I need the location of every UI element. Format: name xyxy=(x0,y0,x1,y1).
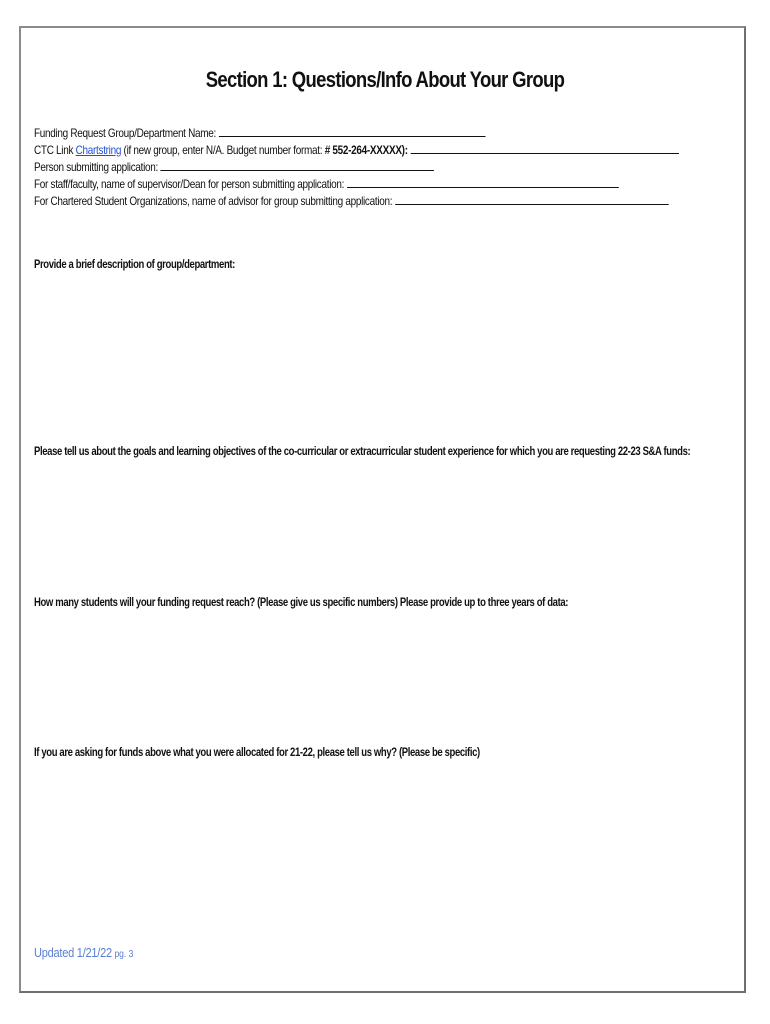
chartstring-link[interactable]: Chartstring xyxy=(75,144,122,157)
advisor-label: For Chartered Student Organizations, name of advisor for group submitting application: xyxy=(34,195,393,208)
budget-number-format: # 552-264-XXXXX xyxy=(324,144,402,157)
advisor-field xyxy=(34,193,653,210)
department-name-blank[interactable] xyxy=(219,125,486,137)
supervisor-field xyxy=(34,176,653,193)
updated-date: Updated 1/21/22 xyxy=(34,945,112,960)
section-title: Section 1: Questions/Info About Your Group xyxy=(205,67,565,92)
ctc-link-field xyxy=(34,142,653,159)
ctc-link-prefix: CTC Link xyxy=(34,144,74,157)
supervisor-blank[interactable] xyxy=(347,176,619,188)
footer xyxy=(34,944,133,962)
person-submitting-blank[interactable] xyxy=(161,159,434,171)
person-submitting-field xyxy=(34,159,653,176)
person-submitting-label: Person submitting application: xyxy=(34,161,158,174)
ctc-link-instruction: (if new group, enter N/A. Budget number format: xyxy=(123,144,323,157)
advisor-blank[interactable] xyxy=(395,193,668,205)
description-question: Provide a brief description of group/department: xyxy=(34,258,235,271)
group-info-fields xyxy=(34,125,754,210)
supervisor-label: For staff/faculty, name of supervisor/Dean for person submitting application: xyxy=(34,178,345,191)
department-name-field xyxy=(34,125,653,142)
students-reached-question: How many students will your funding request reach? (Please give us specific numbers) Please provide up to three years of data: xyxy=(34,596,569,609)
goals-question: Please tell us about the goals and learning objectives of the co-curricular or extracurricular student experience for which you are requesting 22-23 S&A funds: xyxy=(34,445,691,458)
funds-above-question: If you are asking for funds above what you were allocated for 21-22, please tell us why? (Please be specific) xyxy=(34,746,480,759)
ctc-link-blank[interactable] xyxy=(410,142,678,154)
page-number: pg. 3 xyxy=(114,949,134,960)
department-name-label: Funding Request Group/Department Name: xyxy=(34,127,216,140)
ctc-link-suffix: ): xyxy=(401,144,408,157)
